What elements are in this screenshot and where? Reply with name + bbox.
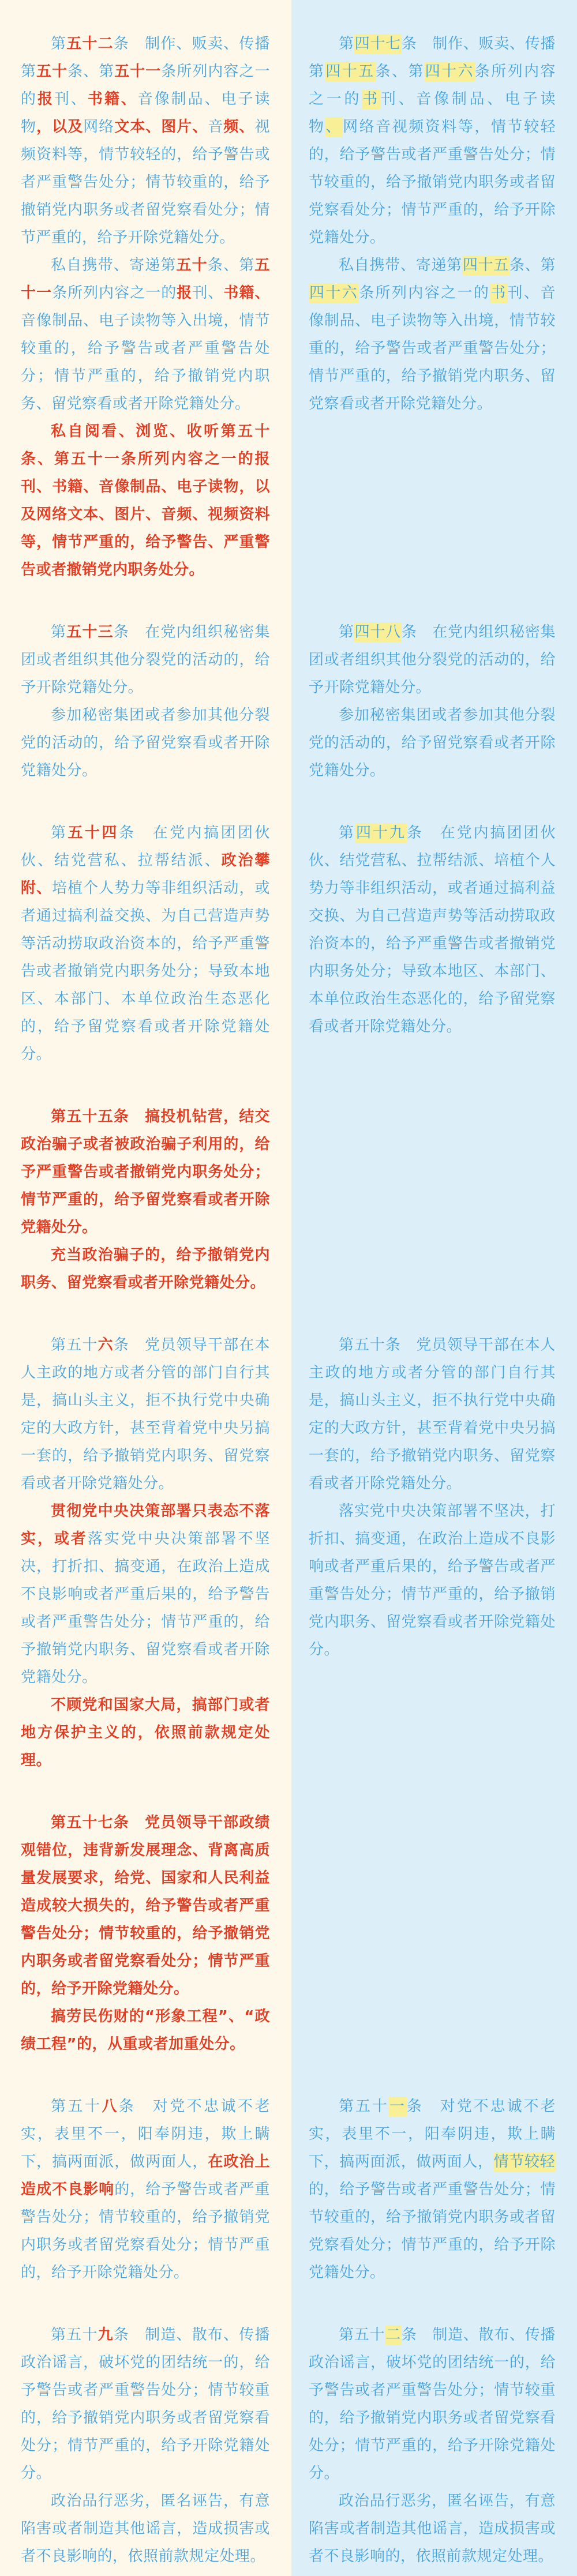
text-run: 的，给予警告或者严重警告处分；情节较重的，给予撤销党内职务或者留党察看处分；情节严重的，给予开除党籍处分。 [21,2181,270,2281]
removed-text-run: 四十七 [354,35,401,52]
text-run: 条 在党内组织秘密集团或者组织其他分裂党的活动的，给予开除党籍处分。 [21,624,270,696]
text-run: 条、第 [68,63,115,80]
added-text-run: 报 [177,284,193,302]
text-run: 私自携带、寄递第 [339,257,462,274]
removed-text-run: 四十五 [325,63,375,80]
text-run: 第 [51,35,67,52]
added-text-run: 政治攀附、 [21,852,270,897]
paragraph [21,418,270,584]
paragraph [21,1809,270,2003]
old-version-cell [291,819,577,1068]
added-text-run: 书籍、 [223,284,270,302]
text-run: 第 [339,35,354,52]
paragraph [309,1497,556,1663]
paragraph [309,2093,556,2286]
added-text-run: 贯彻党中央决策部署只表态不落实，或者 [21,1503,270,1548]
text-run: 条 制作、贩卖、传播第 [21,35,270,80]
text-run: 第 [51,824,68,842]
new-version-cell [0,1809,291,2058]
added-text-run: 频、 [223,118,255,136]
paragraph [21,1241,270,1297]
old-version-cell [291,1809,577,2058]
text-run: 音像制品、电子读物 [21,91,270,136]
text-run: 刊、 [192,284,224,302]
removed-text-run: 四十五 [462,257,509,274]
paragraph [21,2093,270,2286]
text-run: 条、第 [375,63,425,80]
added-text-run: 五十三 [66,624,114,641]
paragraph [309,819,556,1041]
removed-text-run: 四十八 [354,624,401,641]
text-run: 条 在党内组织秘密集团或者组织其他分裂党的活动的，给予开除党籍处分。 [309,624,556,696]
paragraph [21,1331,270,1497]
paragraph [21,701,270,784]
paragraph [309,251,556,418]
paragraph [21,2487,270,2570]
added-text-run: 五十四 [68,824,119,842]
text-run: 条 制造、散布、传播政治谣言，破坏党的团结统一的，给予警告或者严重警告处分；情节较重的，给予撤销党内职务或者留党察看处分；情节严重的，给予开除党籍处分。 [309,2326,556,2482]
text-run: 网络音视频资料等，情节较轻的，给予警告或者严重警告处分；情节较重的，给予撤销党内职务或者留党察看处分；情节严重的，给予开除党籍处分。 [309,118,556,246]
text-run: 条 党员领导干部在本人主政的地方或者分管的部门自行其是，搞山头主义，拒不执行党中央确定的大政方针，甚至背着党中央另搞一套的，给予撤销党内职务、留党察看或者开除党籍处分。 [21,1336,270,1492]
added-text-run: 不顾党和国家大局，搞部门或者地方保护主义的，依照前款规定处理。 [21,1696,270,1769]
text-run: 第五十 [51,2326,98,2344]
text-run: 条、第 [509,257,556,274]
comparison-rows [0,30,577,2570]
text-run: 政治品行恶劣，匿名诬告，有意陷害或者制造其他谣言，造成损害或者不良影响的，依照前款规定处理。 [21,2492,270,2565]
text-run: 音 [208,118,224,136]
added-text-run: 八 [102,2098,119,2115]
paragraph [21,2003,270,2058]
added-text-run: 搞劳民伤财的“形象工程”、“政绩工程”的，从重或者加重处分。 [21,2008,270,2053]
paragraph [21,1497,270,1691]
added-text-run: 文本、图片、 [114,118,208,136]
text-run: 条 对党不忠诚不老实，表里不一，阳奉阴违，欺上瞒下，搞两面派，做两面人， [21,2098,270,2171]
text-run: 第五十 [339,2098,389,2115]
removed-text-run: 、 [325,118,343,136]
paragraph [21,819,270,1068]
removed-text-run: 二 [385,2326,401,2344]
added-text-run: 第五十五条 搞投机钻营，结交政治骗子或者被政治骗子利用的，给予严重警告或者撤销党内职务处分；情节严重的，给予留党察看或者开除党籍处分。 [21,1108,270,1236]
text-run: 刊、音像制品、电子读物 [309,91,556,136]
paragraph [21,618,270,701]
comparison-row [0,2093,577,2286]
text-run: 条所列内容之一的 [309,63,556,108]
removed-text-run: 四十六 [425,63,474,80]
text-run: 视频资料等，情节较轻的，给予警告或者严重警告处分；情节较重的，给予撤销党内职务或者留党察看处分；情节严重的，给予开除党籍处分。 [21,118,270,246]
comparison-row [0,1331,577,1774]
paragraph [21,1691,270,1774]
new-version-cell [0,618,291,784]
removed-text-run: 一 [389,2098,406,2115]
text-run: 刊、 [54,91,88,108]
text-run: 条 制造、散布、传播政治谣言，破坏党的团结统一的，给予警告或者严重警告处分；情节较重的，给予撤销党内职务或者留党察看处分；情节严重的，给予开除党籍处分。 [21,2326,270,2482]
paragraph [21,2321,270,2487]
paragraph [21,30,270,251]
old-version-cell [291,1103,577,1297]
added-text-run: 五十 [176,257,208,274]
text-run: 第 [339,824,355,842]
text-run: 网络 [83,118,115,136]
added-text-run: 书籍、 [87,91,138,108]
text-run: 条、第 [207,257,255,274]
removed-text-run: 四十九 [355,824,406,842]
comparison-row [0,819,577,1068]
text-run: 第 [51,624,67,641]
text-run: 条 在党内搞团团伙伙、结党营私、拉帮结派、培植个人势力等非组织活动，或者通过搞利益交换、为自己营造声势等活动捞取政治资本的，给予严重警告或者撤销党内职务处分；导致本地区、本部门、本单位政治生态恶化的，给予留党察看或者开除党籍处分。 [309,824,556,1035]
paragraph [309,618,556,701]
text-run: 第五十 [339,2326,385,2344]
added-text-run: 五十一 [21,257,270,302]
text-run: 培植个人势力等非组织活动，或者通过搞利益交换、为自己营造声势等活动捞取政治资本的，给予严重警告或者撤销党内职务处分；导致本地区、本部门、本单位政治生态恶化的，给予留党察看或者开除党籍处分。 [21,880,270,1063]
text-run: 音像制品、电子读物等入出境，情节较重的，给予警告或者严重警告处分；情节严重的，给予撤销党内职务、留党察看或者开除党籍处分。 [21,312,270,412]
added-text-run: 五十一 [114,63,162,80]
old-version-cell [291,618,577,784]
added-text-run: 第五十七条 党员领导干部政绩观错位，违背新发展理念、背离高质量发展要求，给党、国家和人民利益造成较大损失的，给予警告或者严重警告处分；情节较重的，给予撤销党内职务或者留党察看处分；情节严重的，给予开除党籍处分。 [21,1814,270,1997]
added-text-run: 充当政治骗子的，给予撤销党内职务、留党察看或者开除党籍处分。 [21,1246,270,1291]
removed-text-run: 四十六 [309,284,359,302]
text-run: 参加秘密集团或者参加其他分裂党的活动的，给予留党察看或者开除党籍处分。 [309,707,556,779]
added-text-run: ，以及 [36,118,84,136]
text-run: 私自携带、寄递第 [51,257,177,274]
comparison-row [0,618,577,784]
new-version-cell [0,2093,291,2286]
comparison-row [0,1809,577,2058]
text-run: 条 制作、贩卖、传播第 [309,35,556,80]
text-run: 第五十 [51,2098,102,2115]
comparison-row [0,2321,577,2570]
removed-text-run: 书 [362,91,380,108]
text-run: 第五十条 党员领导干部在本人主政的地方或者分管的部门自行其是，搞山头主义，拒不执行党中央确定的大政方针，甚至背着党中央另搞一套的，给予撤销党内职务、留党察看或者开除党籍处分。 [309,1336,556,1492]
removed-text-run: 书 [490,284,507,302]
added-text-run: 五十二 [66,35,114,52]
new-version-cell [0,1331,291,1774]
new-version-cell [0,1103,291,1297]
old-version-cell [291,2093,577,2286]
old-version-cell [291,2321,577,2570]
text-run: 落实党中央决策部署不坚决，打折扣、搞变通，在政治上造成不良影响或者严重后果的，给予警告或者严重警告处分；情节严重的，给予撤销党内职务、留党察看或者开除党籍处分。 [21,1530,270,1686]
removed-text-run: 情节较轻 [493,2153,555,2171]
paragraph [309,2321,556,2487]
paragraph [21,251,270,418]
paragraph [309,30,556,251]
added-text-run: 六 [98,1336,114,1354]
text-run: 条 在党内搞团团伙伙、结党营私、拉帮结派、 [21,824,270,869]
text-run: 第 [339,624,354,641]
text-run: 条所列内容之一的 [52,284,177,302]
text-run: 的，给予警告或者严重警告处分；情节较重的，给予撤销党内职务或者留党察看处分；情节严重的，给予开除党籍处分。 [309,2181,556,2281]
new-version-cell [0,2321,291,2570]
text-run: 条 对党不忠诚不老实，表里不一，阳奉阴违，欺上瞒下，搞两面派，做两面人， [309,2098,556,2171]
added-text-run: 在政治上造成不良影响 [21,2153,270,2198]
text-run: 政治品行恶劣，匿名诬告，有意陷害或者制造其他谣言，造成损害或者不良影响的，依照前款规定处理。 [309,2492,556,2565]
added-text-run: 九 [98,2326,114,2344]
text-run: 落实党中央决策部署不坚决，打折扣、搞变通，在政治上造成不良影响或者严重后果的，给予警告或者严重警告处分；情节严重的，给予撤销党内职务、留党察看或者开除党籍处分。 [309,1503,556,1658]
text-run: 条所列内容之一的 [21,63,270,108]
new-version-cell [0,819,291,1068]
comparison-row [0,1103,577,1297]
added-text-run: 报 [37,91,54,108]
old-version-cell [291,30,577,584]
new-version-cell [0,30,291,584]
text-run: 第五十 [51,1336,98,1354]
text-run: 刊、音像制品、电子读物等入出境，情节较重的，给予警告或者严重警告处分；情节严重的，给予撤销党内职务、留党察看或者开除党籍处分。 [309,284,556,412]
text-run: 参加秘密集团或者参加其他分裂党的活动的，给予留党察看或者开除党籍处分。 [21,707,270,779]
paragraph [21,1103,270,1241]
paragraph [309,2487,556,2570]
text-run: 条所列内容之一的 [359,284,490,302]
old-version-cell [291,1331,577,1774]
comparison-row [0,30,577,584]
paragraph [309,701,556,784]
added-text-run: 五十 [36,63,68,80]
added-text-run: 私自阅看、浏览、收听第五十条、第五十一条所列内容之一的报刊、书籍、音像制品、电子读物，以及网络文本、图片、音频、视频资料等，情节严重的，给予警告、严重警告或者撤销党内职务处分。 [21,423,270,579]
paragraph [309,1331,556,1497]
